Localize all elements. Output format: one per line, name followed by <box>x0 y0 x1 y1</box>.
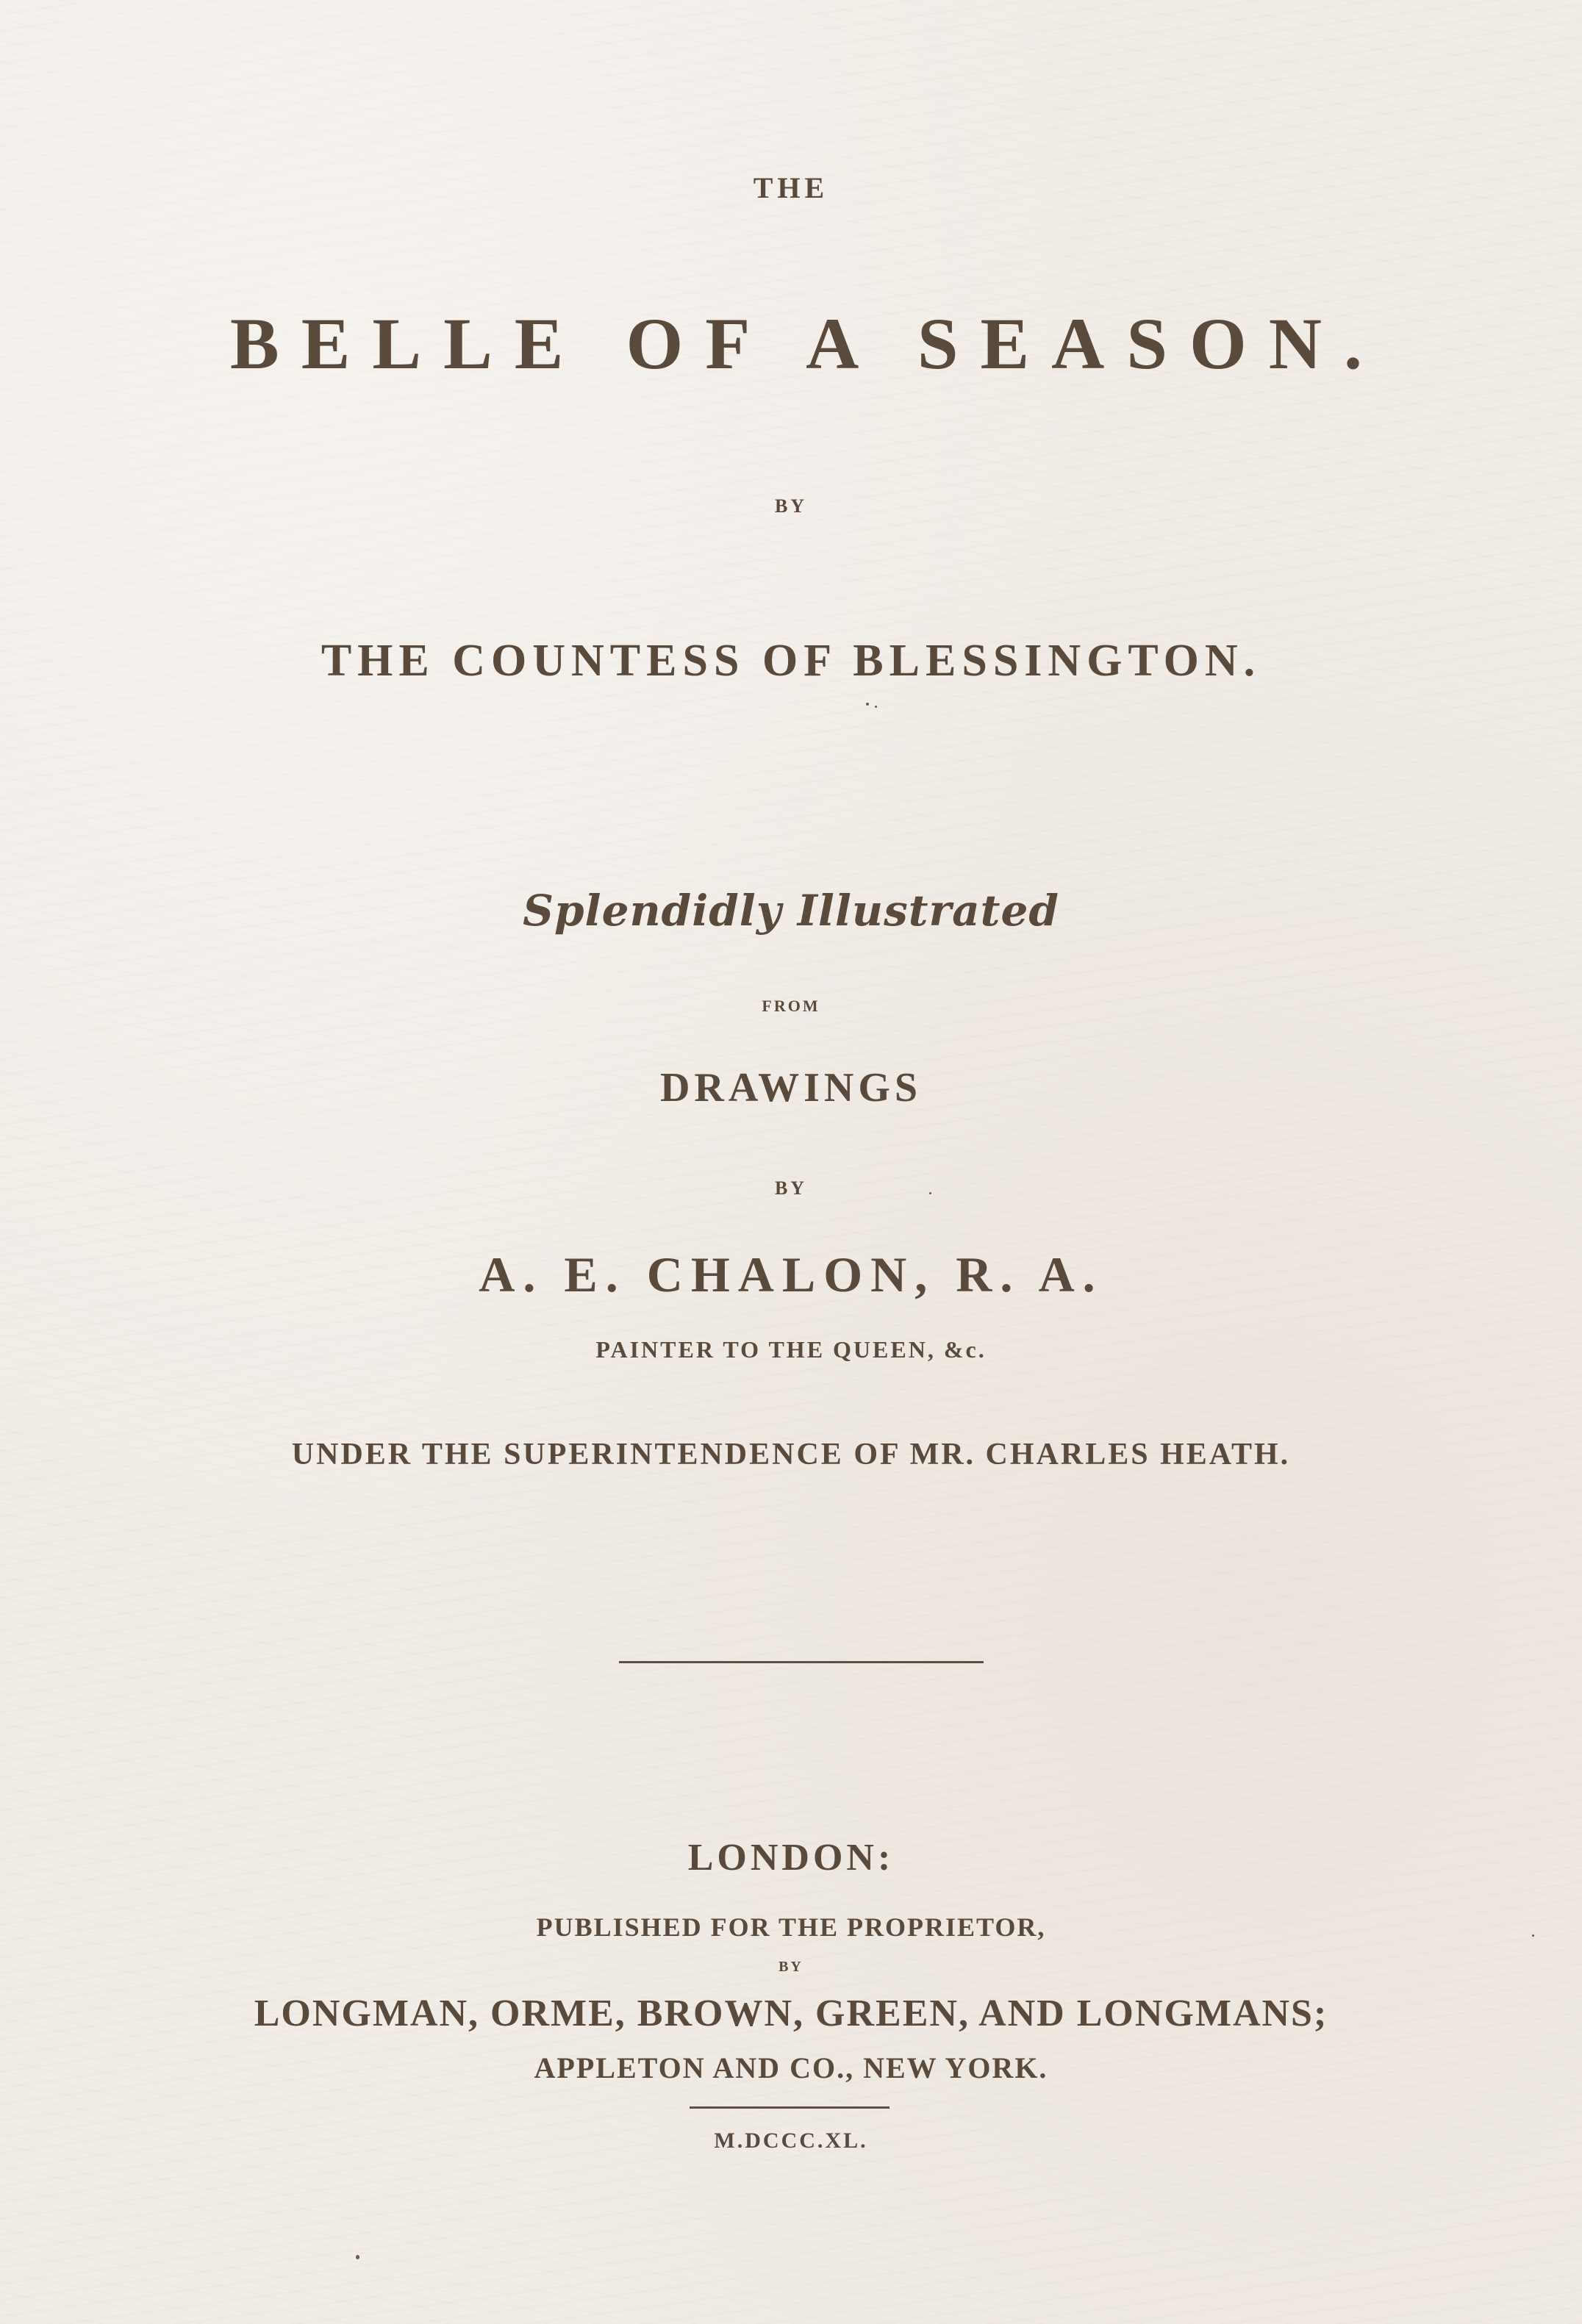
ink-speck <box>875 706 877 708</box>
ink-speck <box>866 703 869 706</box>
publication-date: M.DCCC.XL. <box>714 2128 868 2153</box>
from-label: FROM <box>762 997 820 1015</box>
ink-speck <box>356 2255 359 2259</box>
artist-name: A. E. CHALON, R. A. <box>479 1247 1103 1302</box>
by-label-artist: BY <box>774 1177 808 1199</box>
illustrated-caption: Splendidly Illustrated <box>523 886 1059 936</box>
drawings-label: DRAWINGS <box>659 1065 923 1111</box>
title-article: THE <box>753 171 829 204</box>
section-divider <box>619 1661 984 1663</box>
publishers-line: LONGMAN, ORME, BROWN, GREEN, AND LONGMANS; <box>254 1993 1328 2034</box>
imprint-place: LONDON: <box>687 1837 895 1879</box>
superintendence-line: UNDER THE SUPERINTENDENCE OF MR. CHARLES HEATH. <box>291 1438 1291 1471</box>
ink-speck <box>929 1192 931 1194</box>
author-name: THE COUNTESS OF BLESSINGTON. <box>321 636 1261 686</box>
artist-title: PAINTER TO THE QUEEN, &c. <box>595 1336 987 1363</box>
published-for-line: PUBLISHED FOR THE PROPRIETOR, <box>536 1912 1046 1942</box>
co-publisher-line: APPLETON AND CO., NEW YORK. <box>534 2051 1048 2084</box>
book-title: BELLE OF A SEASON. <box>230 303 1384 384</box>
by-label-publisher: BY <box>779 1959 803 1975</box>
imprint-divider <box>690 2106 890 2109</box>
by-label-author: BY <box>774 495 808 517</box>
ink-speck <box>1532 1934 1534 1937</box>
